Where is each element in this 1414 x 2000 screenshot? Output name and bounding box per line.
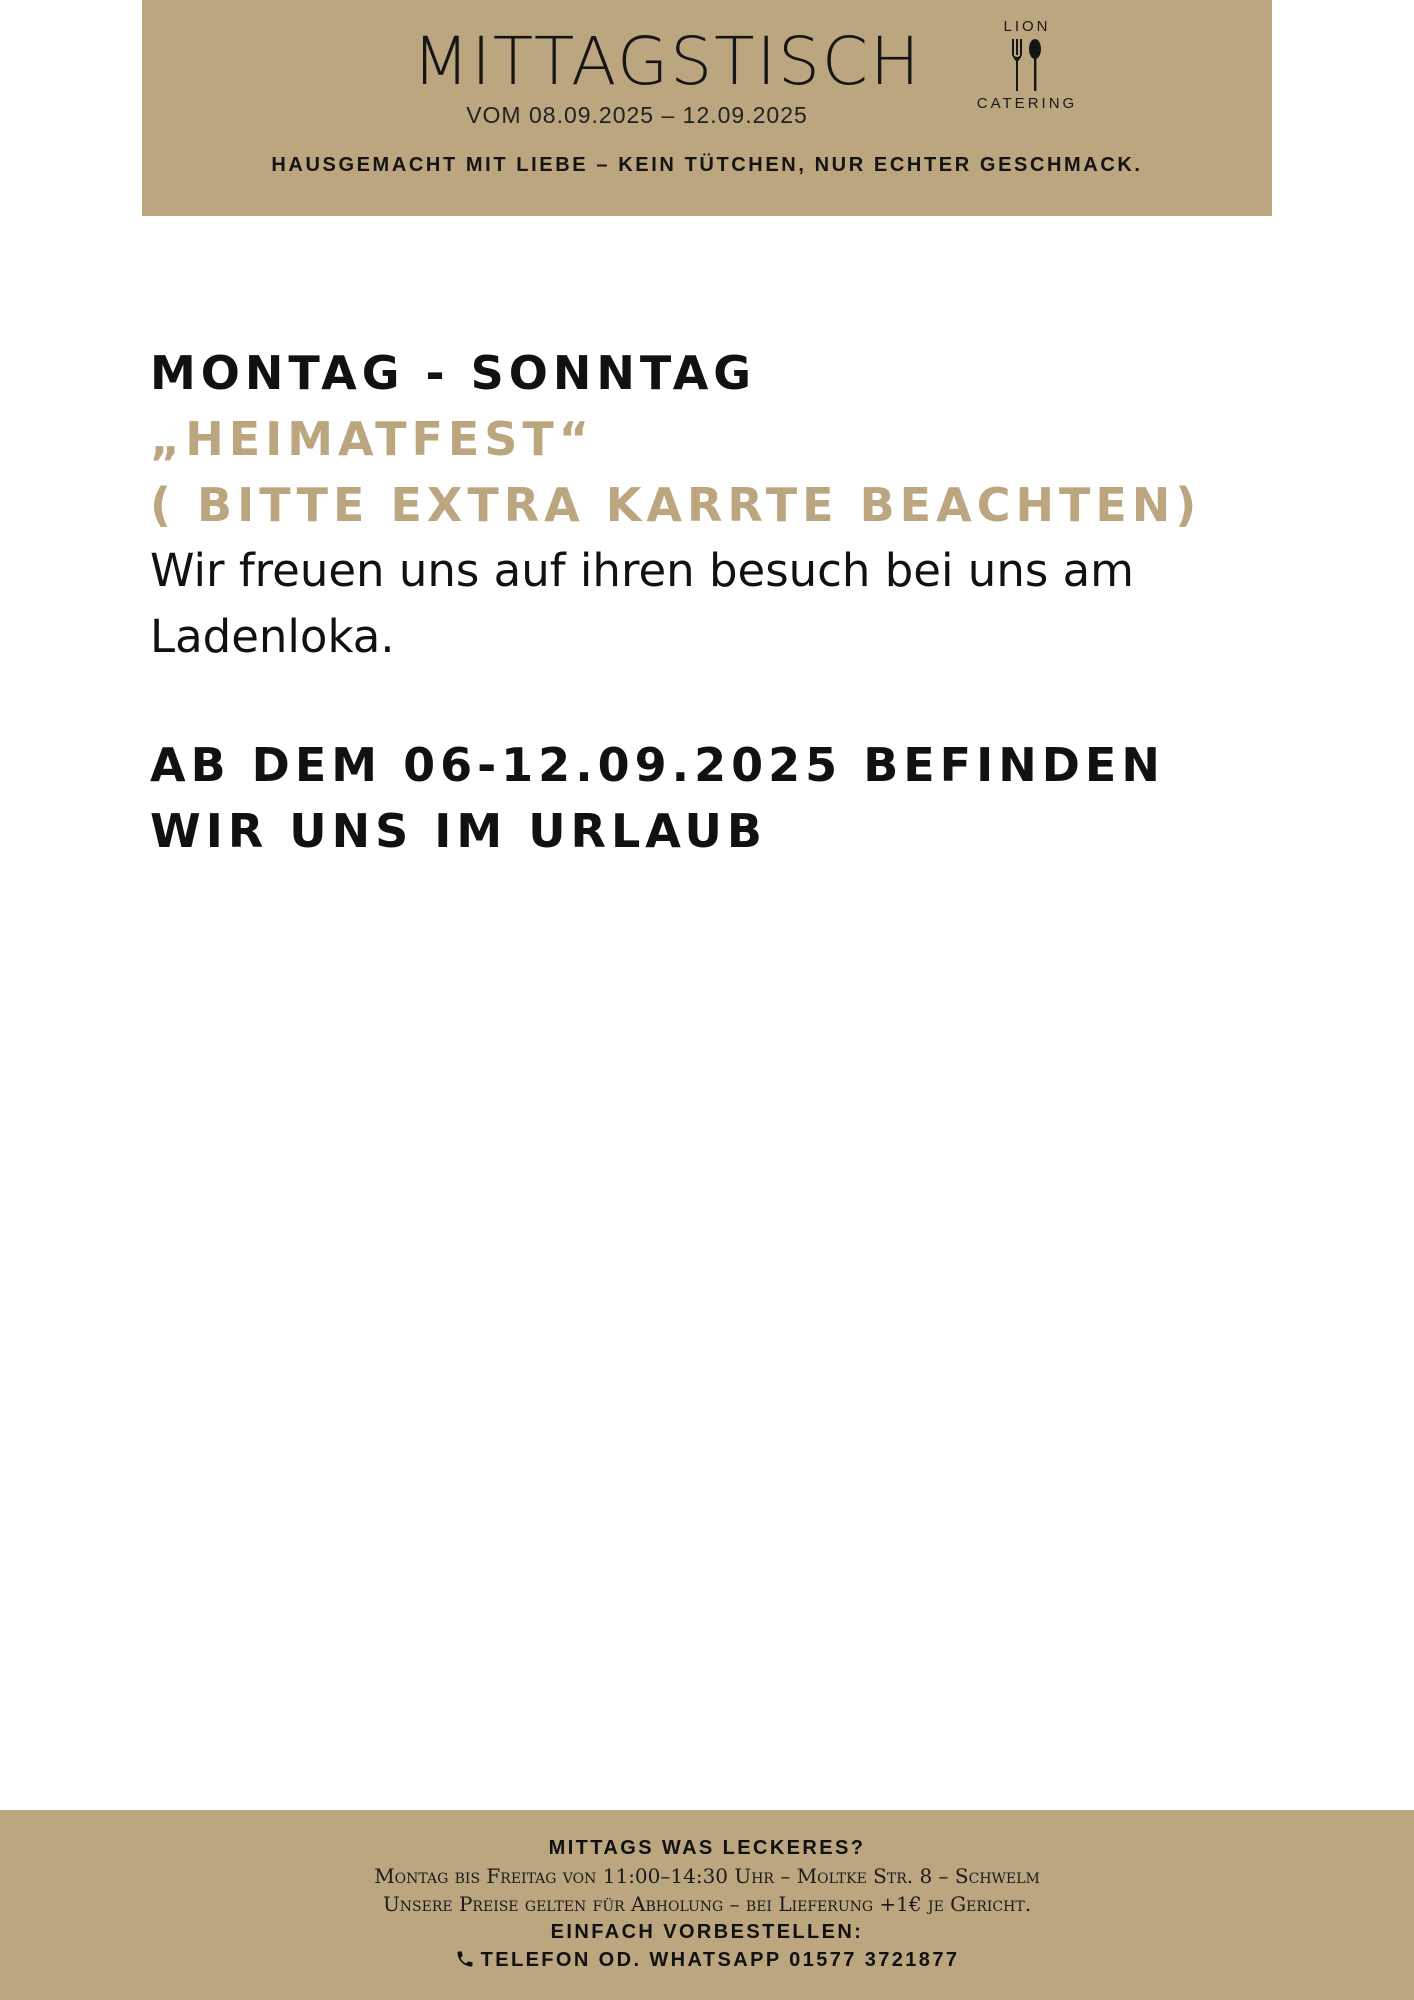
logo-top-text: LION (1003, 18, 1051, 35)
page-title: MITTAGSTISCH (412, 23, 922, 100)
footer-banner (0, 1810, 1414, 2000)
phone-icon (455, 1949, 475, 1969)
vacation-notice: AB DEM 06-12.09.2025 BEFINDEN WIR UNS IM URLAUB (150, 738, 1165, 858)
event-name: „HEIMATFEST“ (150, 412, 595, 466)
main-content (150, 340, 1290, 864)
price-info: Unsere Preise gelten für Abholung – bei Lieferung +1€ je Gericht. (382, 1892, 1032, 1916)
contact-line[interactable] (0, 1946, 1414, 1974)
opening-hours: Montag bis Freitag von 11:00–14:30 Uhr – Moltke Str. 8 – Schwelm (374, 1864, 1040, 1888)
cutlery-icon (1007, 37, 1047, 93)
logo-bottom-text: CATERING (976, 95, 1078, 112)
preorder-heading: EINFACH VORBESTELLEN: (550, 1921, 864, 1943)
event-note: ( BITTE EXTRA KARRTE BEACHTEN) (150, 478, 1202, 532)
date-range: VOM 08.09.2025 – 12.09.2025 (466, 102, 808, 128)
footer-heading: MITTAGS WAS LECKERES? (548, 1837, 866, 1859)
contact-text: TELEFON OD. WHATSAPP 01577 3721877 (480, 1949, 960, 1971)
lion-catering-logo (972, 18, 1082, 114)
welcome-text: Wir freuen uns auf ihren besuch bei uns am Ladenloka. (150, 544, 1135, 663)
header-banner (142, 0, 1272, 216)
days-heading: MONTAG - SONNTAG (150, 346, 757, 400)
tagline: HAUSGEMACHT MIT LIEBE – KEIN TÜTCHEN, NUR ECHTER GESCHMACK. (271, 154, 1143, 176)
